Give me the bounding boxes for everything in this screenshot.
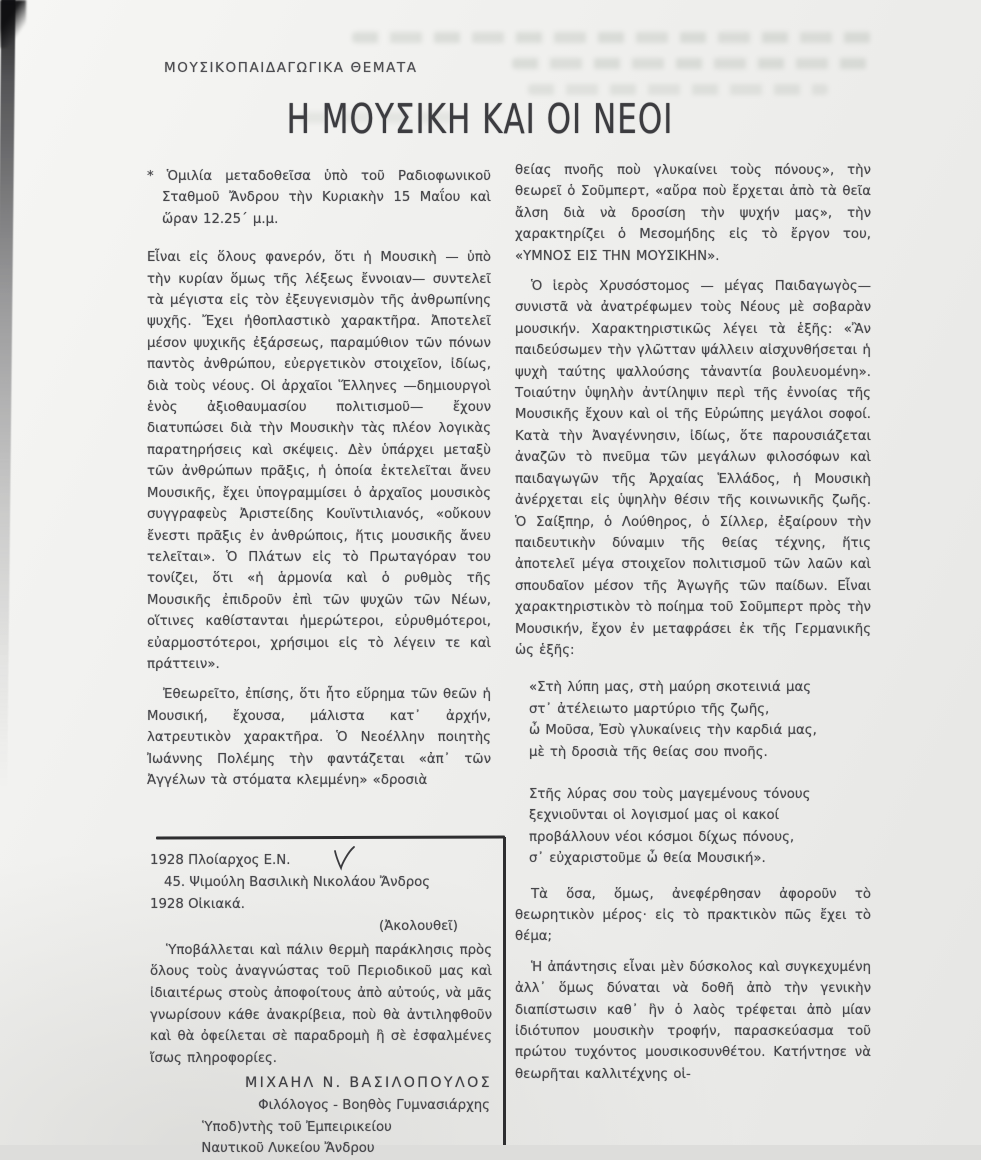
schubert-poem: [529, 677, 871, 869]
poem-line: ξεχνιοῦνται οἱ λογισμοί μας οἱ κακοί: [529, 808, 780, 824]
poem-line: ὦ Μοῦσα, Ἐσὺ γλυκαίνεις τὴν καρδιά μας,: [529, 723, 817, 739]
bleed-through-text: [528, 84, 828, 95]
left-column: [147, 166, 491, 834]
signature-title: Ὑποδ)ντὴς τοῦ Ἐμπειρικείου: [202, 1119, 392, 1135]
poem-line: προβάλλουν νέοι κόσμοι δίχως πόνους,: [529, 829, 795, 845]
signature-title: Φιλόλογος - Βοηθὸς Γυμνασιάρχης: [258, 1097, 490, 1113]
registry-entry: 45. Ψιμούλη Βασιλικὴ Νικολάου Ἄνδρος: [164, 875, 431, 890]
section-kicker: ΜΟΥΣΙΚΟΠΑΙΔΑΓΩΓΙΚΑ ΘΕΜΑΤΑ: [164, 60, 418, 76]
paragraph: Ἡ ἀπάντησις εἶναι μὲν δύσκολος καὶ συγκεχυμένη ἀλλ᾽ ὅμως δύναται νὰ δοθῆ ἀπὸ τὴν γενικὴν διαπίστωσιν καθ᾽ ἣν ὁ λαὸς τρέφεται ἀπὸ μίαν ἰδιότυπον μουσικὴν τροφήν, παρασκεύασμα τοῦ πρώτου τυχόντος μουσικοσυνθέτου. Κατήντησε νὰ θεωρῆται καλλιτέχνης οἱ-: [515, 959, 871, 1082]
paragraph: Εἶναι εἰς ὅλους φανερόν, ὅτι ἡ Μουσικὴ — ὑπὸ τὴν κυρίαν ὅμως τῆς λέξεως ἔννοιαν— συντελεῖ τὰ μέγιστα εἰς τὸν ἐξευγενισμὸν τῆς ἀνθρωπίνης ψυχῆς. Ἔχει ἠθοπλαστικὸ χαρακτῆρα. Ἀποτελεῖ μέσον ψυχικῆς ἐξάρσεως, παραμύθιον τῶν πόνων παντὸς ἀνθρώπου, εὐεργετικὸν στοιχεῖον, ἰδίως, διὰ τοὺς νέους. Οἱ ἀρχαῖοι Ἕλληνες —δημιουργοὶ ἑνὸς ἀξιοθαυμασίου πολιτισμοῦ— ἔχουν διατυπώσει διὰ τὴν Μουσικὴν τὰς πλέον λογικὰς παρατηρήσεις καὶ σκέψεις. Δὲν ὑπάρχει μεταξὺ τῶν ἀνθρώπων πρᾶξις, ἡ ὁποία ἐκτελεῖται ἄνευ Μουσικῆς, ἔχει ὑπογραμμίσει ὁ ἀρχαῖος μουσικὸς συγγραφεὺς Ἀριστείδης Κουϊντιλιανός, «οὔκουν ἔνεστι πρᾶξις ἐν ἀνθρώποις, ἥτις μουσικῆς ἄνευ τελεῖται». Ὁ Πλάτων εἰς τὸ Πρωταγόραν του τονίζει, ὅτι «ἡ ἁρμονία καὶ ὁ ρυθμὸς τῆς Μουσικῆς ἐπιδροῦν ἐπὶ τῶν ψυχῶν τῶν Νέων, οἵτινες καθίστανται ἡμερώτεροι, εὐρυθμότεροι, εὐαρμοστότεροι, χρήσιμοι εἰς τὸ λέγειν τε καὶ πράττειν».: [147, 250, 491, 672]
registry-entry: 1928 Οἰκιακά.: [150, 896, 245, 912]
paragraph: Ἐθεωρεῖτο, ἐπίσης, ὅτι ἦτο εὕρημα τῶν θεῶν ἡ Μουσική, ἔχουσα, μάλιστα κατ᾽ ἀρχήν, λατρευτικὸν χαρακτῆρα. Ὁ Νεοέλλην ποιητὴς Ἰωάννης Πολέμης τὴν φαντάζεται «ἀπ᾽ τῶν Ἀγγέλων τὰ στόματα κλεμμένη» «δροσιὰ: [147, 687, 491, 788]
poem-line: σ᾽ εὐχαριστοῦμε ὦ θεία Μουσική».: [529, 851, 766, 867]
poem-stanza: [529, 677, 871, 763]
continues-label: (Ἀκολουθεῖ): [379, 919, 458, 935]
paragraph: θείας πνοῆς ποὺ γλυκαίνει τοὺς πόνους», τὴν θεωρεῖ ὁ Σοῦμπερτ, «αὔρα ποὺ ἔρχεται ἀπὸ τὰ θεῖα ἄλση διὰ νὰ δροσίση τὴν ψυχήν μας», τὴν χαρακτηρίζει ὁ Μεσομήδης εἰς τὸ ἔργον του, «ΥΜΝΟΣ ΕΙΣ ΤΗΝ ΜΟΥΣΙΚΗΝ».: [515, 163, 871, 264]
paragraph: Ὁ ἱερὸς Χρυσόστομος — μέγας Παιδαγωγὸς— συνιστᾶ νὰ ἀνατρέφωμεν τοὺς Νέους μὲ σοβαρὰν μουσικήν. Χαρακτηριστικῶς λέγει τὰ ἑξῆς: «Ἂν παιδεύσωμεν τὴν γλῶτταν ψάλλειν αἰσχυνθήσεται ἡ ψυχὴ ταύτης ψαλλούσης τἀναντία βουλευομένη». Τοιαύτην ὑψηλὴν ἀντίληψιν περὶ τῆς ἐννοίας τῆς Μουσικῆς ἔχουν καὶ οἱ τῆς Εὐρώπης μεγάλοι σοφοί. Κατὰ τὴν Ἀναγέννησιν, ἰδίως, ὅτε παρουσιάζεται ἀναζῶν τὸ πνεῦμα τῶν μεγάλων φιλοσόφων καὶ παιδαγωγῶν τῆς Ἀρχαίας Ἑλλάδος, ἡ Μουσικὴ ἀνέρχεται εἰς ὑψηλὴν θέσιν τῆς κοινωνικῆς ζωῆς. Ὁ Σαίξπηρ, ὁ Λούθηρος, ὁ Σίλλερ, ἐξαίρουν τὴν παιδευτικὴν δύναμιν τῆς θείας τέχνης, ἥτις ἀποτελεῖ μέγα στοιχεῖον πολιτισμοῦ τῶν λαῶν καὶ σπουδαῖον μέσον τῆς Ἀγωγῆς τῶν παίδων. Εἶναι χαρακτηριστικὸν τὸ ποίημα τοῦ Σοῦμπερτ πρὸς τὴν Μουσικήν, ἔχον ἐν μεταφράσει ἐκ τῆς Γερμανικῆς ὡς ἑξῆς:: [515, 279, 871, 658]
scanner-corner-shadow: [0, 0, 26, 48]
broadcast-footnote: * Ὁμιλία μεταδοθεῖσα ὑπὸ τοῦ Ραδιοφωνικοῦ Σταθμοῦ Ἄνδρου τὴν Κυριακὴν 15 Μαΐου καὶ ὥραν 12.25΄ μ.μ.: [147, 169, 491, 227]
registry-entry: 1928 Πλοίαρχος Ε.Ν.: [150, 850, 492, 872]
poem-line: Στῆς λύρας σου τοὺς μαγεμένους τόνους: [529, 786, 811, 802]
bleed-through-text: [512, 58, 868, 69]
editor-request: Ὑποβάλλεται καὶ πάλιν θερμὴ παράκλησις πρὸς ὅλους τοὺς ἀναγνώστας τοῦ Περιοδικοῦ μας καὶ ἰδιαιτέρως στοὺς ἀποφοίτους ἀπὸ αὐτούς, νὰ μᾶς γνωρίσουν κάθε ἀνακρίβεια, ποὺ θὰ ἀντιληφθοῦν καὶ θὰ ὀφείλεται σὲ παραδρομὴ ἢ σὲ ἐσφαλμένες ἴσως πληροφορίες.: [150, 942, 492, 1066]
paragraph: Τὰ ὅσα, ὅμως, ἀνεφέρθησαν ἀφοροῦν τὸ θεωρητικὸν μέρος· εἰς τὸ πρακτικὸν πῶς ἔχει τὸ θέμα;: [515, 886, 871, 945]
article-title: Η ΜΟΥΣΙΚΗ ΚΑΙ ΟΙ ΝΕΟΙ: [286, 96, 674, 144]
signature-name: ΜΙΧΑΗΛ Ν. ΒΑΣΙΛΟΠΟΥΛΟΣ: [245, 1075, 492, 1092]
bleed-through-text: [352, 32, 872, 43]
poem-stanza: [529, 784, 871, 870]
poem-line: στ᾽ ἀτέλειωτο μαρτύριο τῆς ζωῆς,: [529, 701, 770, 717]
scanner-edge-shadow: [0, 0, 16, 856]
horizontal-divider: [156, 836, 505, 840]
poem-line: «Στὴ λύπη μας, στὴ μαύρη σκοτεινιά μας: [529, 680, 812, 696]
signature-title: Ναυτικοῦ Λυκείου Ἄνδρου: [201, 1141, 375, 1157]
poem-line: μὲ τὴ δροσιὰ τῆς θείας σου πνοῆς.: [529, 744, 768, 760]
right-column: [515, 160, 871, 1146]
vertical-divider: [503, 837, 506, 1145]
handwritten-check-mark: [332, 846, 358, 872]
notice-section: [150, 850, 492, 1160]
